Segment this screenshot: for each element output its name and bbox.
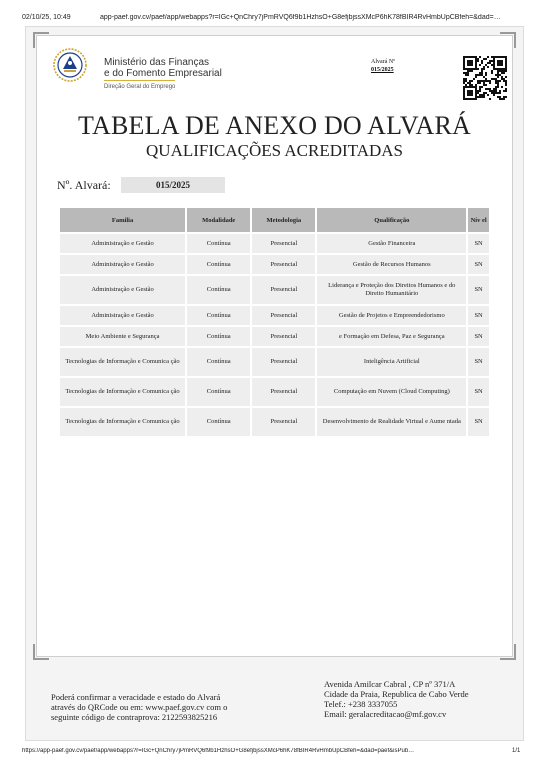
cell-nivel: SN xyxy=(468,327,489,346)
browser-print-header xyxy=(0,0,543,24)
cell-familia: Tecnologias de Informação e Comunica ção xyxy=(60,378,185,406)
alvara-label: Nº. Alvará: xyxy=(57,178,111,192)
email: Email: geralacreditacao@mf.gov.cv xyxy=(324,709,447,719)
print-footer-url: https://app-paef.gov.cv/paef/app/webapps?r=IGc+QnChry7jPmRVQ6f9b1HzhsO+G8efjbjssXMcP6hK78fBIR4RvHmbUpCBfeh=&dad=paef&isPub… xyxy=(22,748,415,754)
note-line2: através do QRCode ou em: www.paef.gov.cv com o xyxy=(51,702,228,712)
cell-metodologia: Presencial xyxy=(252,234,315,253)
cell-familia: Tecnologias de Informação e Comunica ção xyxy=(60,348,185,376)
cell-nivel: SN xyxy=(468,276,489,304)
ministry-name xyxy=(104,57,222,93)
frame-corner xyxy=(500,32,516,48)
department-name: Direção Geral do Emprego xyxy=(104,80,175,93)
alvara-number-box xyxy=(371,58,449,98)
cell-metodologia: Presencial xyxy=(252,378,315,406)
page-count: 1/1 xyxy=(512,748,521,754)
table-row xyxy=(60,276,489,304)
table-row xyxy=(60,408,489,436)
verification-note xyxy=(51,692,227,722)
cell-qualificacao: Inteligência Artificial xyxy=(317,348,466,376)
column-header-nivel: Nív el xyxy=(468,208,489,232)
cell-familia: Administração e Gestão xyxy=(60,234,185,253)
cabo-verde-emblem-icon xyxy=(52,47,88,83)
cell-modalidade: Contínua xyxy=(187,234,250,253)
table-row xyxy=(60,378,489,406)
cell-familia: Meio Ambiente e Segurança xyxy=(60,327,185,346)
frame-corner xyxy=(33,32,49,48)
ministry-line1: Ministério das Finanças xyxy=(104,57,210,68)
cell-modalidade: Contínua xyxy=(187,306,250,325)
cell-nivel: SN xyxy=(468,348,489,376)
cell-nivel: SN xyxy=(468,306,489,325)
cell-qualificacao: Desenvolvimento de Realidade Virtual e Aume ntada xyxy=(317,408,466,436)
qr-code-icon xyxy=(463,56,507,100)
cell-metodologia: Presencial xyxy=(252,306,315,325)
cell-familia: Tecnologias de Informação e Comunica ção xyxy=(60,408,185,436)
column-header-qualificacao: Qualificação xyxy=(317,208,466,232)
table-row xyxy=(60,306,489,325)
cell-nivel: SN xyxy=(468,378,489,406)
qualifications-table xyxy=(58,206,491,438)
cell-metodologia: Presencial xyxy=(252,348,315,376)
address-line1: Avenida Amilcar Cabral , CP nº 371/A xyxy=(324,679,456,689)
table-row xyxy=(60,234,489,253)
cell-nivel: SN xyxy=(468,408,489,436)
cell-modalidade: Contínua xyxy=(187,408,250,436)
cell-qualificacao: Gestão Financeira xyxy=(317,234,466,253)
cell-qualificacao: e Formação em Defesa, Paz e Segurança xyxy=(317,327,466,346)
cell-metodologia: Presencial xyxy=(252,276,315,304)
page-subtitle: QUALIFICAÇÕES ACREDITADAS xyxy=(146,141,403,160)
cell-metodologia: Presencial xyxy=(252,327,315,346)
table-row xyxy=(60,255,489,274)
print-datetime: 02/10/25, 10:49 xyxy=(22,14,71,21)
cell-qualificacao: Liderança e Proteção dos Direitos Humanos e do Direito Humanitário xyxy=(317,276,466,304)
phone: Telef.: +238 3337055 xyxy=(324,699,398,709)
note-line3: seguinte código de contraprova: 2122593825216 xyxy=(51,712,218,722)
table-row xyxy=(60,327,489,346)
cell-nivel: SN xyxy=(468,234,489,253)
column-header-metodologia: Metodologia xyxy=(252,208,315,232)
alvara-box-label: Alvará Nº xyxy=(371,59,396,65)
cell-qualificacao: Gestão de Projetos e Empreendedorismo xyxy=(317,306,466,325)
address-line2: Cidade da Praia, Republica de Cabo Verde xyxy=(324,689,469,699)
frame-corner xyxy=(33,644,49,660)
cell-metodologia: Presencial xyxy=(252,255,315,274)
cell-qualificacao: Gestão de Recursos Humanos xyxy=(317,255,466,274)
table-row xyxy=(60,348,489,376)
cell-nivel: SN xyxy=(468,255,489,274)
column-header-modalidade: Modalidade xyxy=(187,208,250,232)
footer-address xyxy=(324,679,469,719)
cell-familia: Administração e Gestão xyxy=(60,255,185,274)
note-line1: Poderá confirmar a veracidade e estado do Alvará xyxy=(51,692,221,702)
page-title: TABELA DE ANEXO DO ALVARÁ xyxy=(78,111,471,140)
cell-modalidade: Contínua xyxy=(187,276,250,304)
cell-modalidade: Contínua xyxy=(187,348,250,376)
frame-corner xyxy=(500,644,516,660)
cell-modalidade: Contínua xyxy=(187,255,250,274)
browser-print-footer xyxy=(0,744,543,760)
alvara-value: 015/2025 xyxy=(121,177,225,193)
table-header-row xyxy=(60,208,489,232)
column-header-familia: Familia xyxy=(60,208,185,232)
cell-modalidade: Contínua xyxy=(187,327,250,346)
ministry-line2: e do Fomento Empresarial xyxy=(104,68,222,79)
cell-qualificacao: Computação em Nuvem (Cloud Computing) xyxy=(317,378,466,406)
alvara-box-number: 015/2025 xyxy=(371,67,394,73)
cell-familia: Administração e Gestão xyxy=(60,306,185,325)
cell-metodologia: Presencial xyxy=(252,408,315,436)
cell-familia: Administração e Gestão xyxy=(60,276,185,304)
document-page xyxy=(25,26,524,741)
cell-modalidade: Contínua xyxy=(187,378,250,406)
content-frame xyxy=(36,35,513,657)
print-url: app-paef.gov.cv/paef/app/webapps?r=IGc+QnChry7jPmRVQ6f9b1HzhsO+G8efjbjssXMcP6hK78fBIR4RvHmbUpCBfeh=&dad=… xyxy=(100,14,501,21)
